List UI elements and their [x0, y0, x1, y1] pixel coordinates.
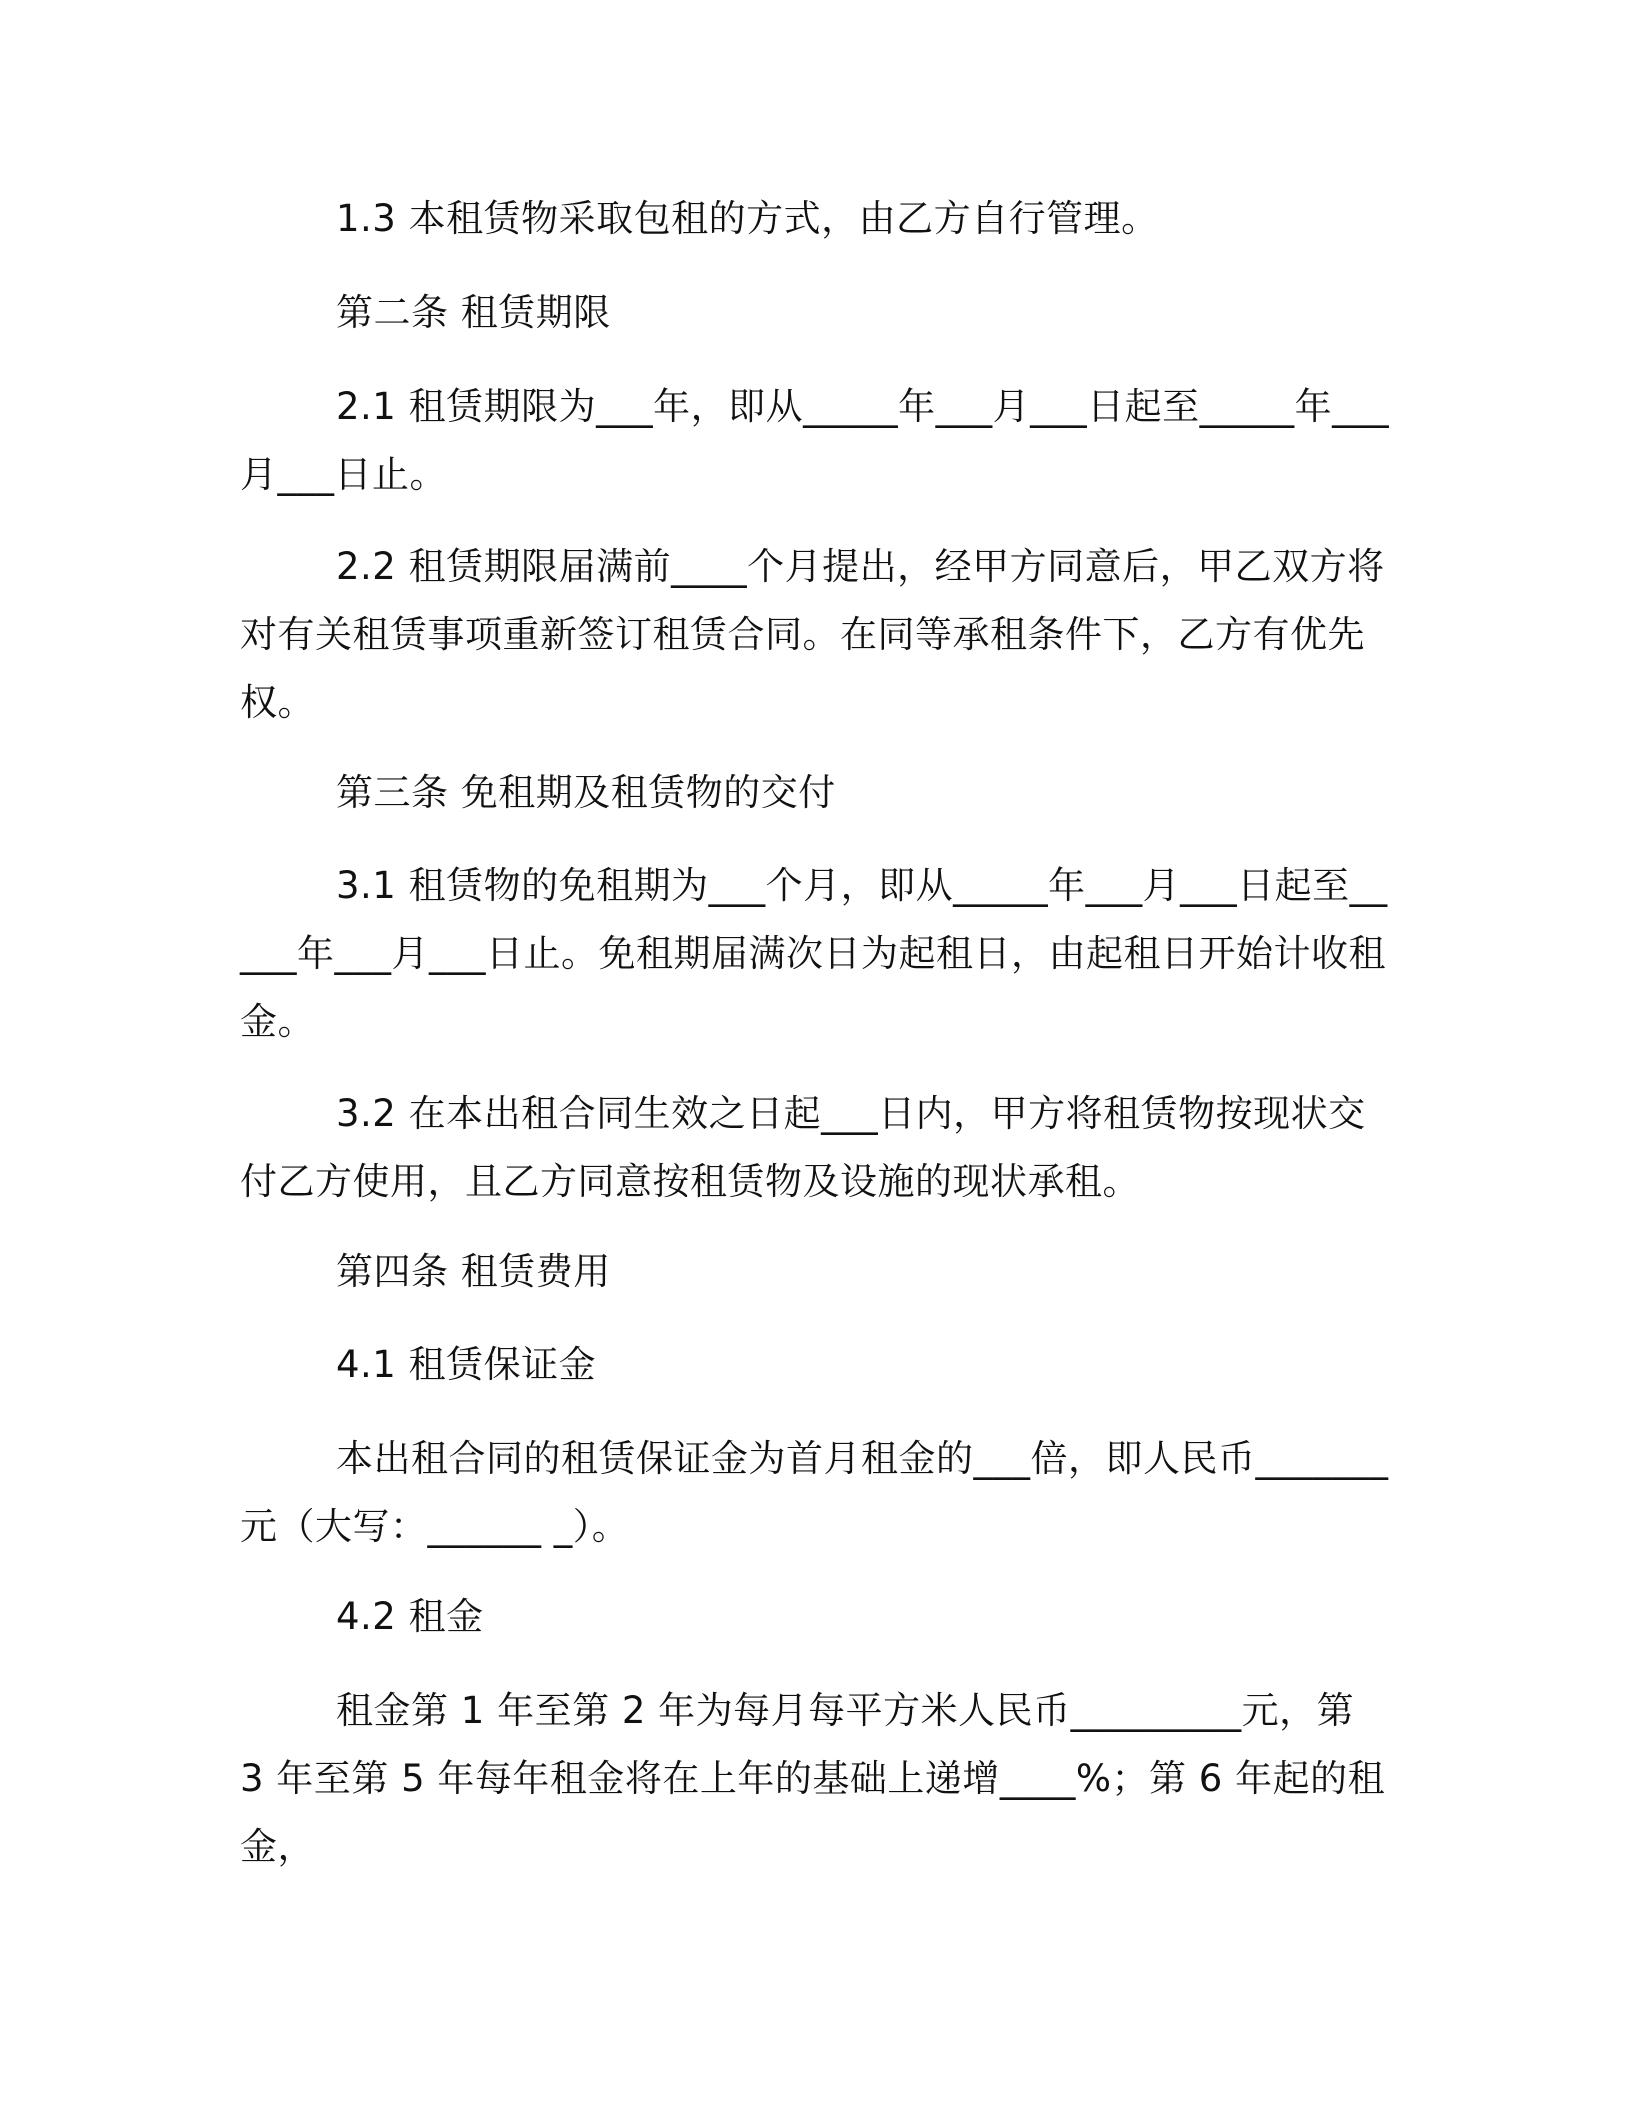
clause-1-3: 1.3 本租赁物采取包租的方式，由乙方自行管理。 — [336, 197, 1159, 240]
clause-4-2-heading: 4.2 租金 — [336, 1595, 484, 1638]
article-4-heading: 第四条 租赁费用 — [336, 1250, 611, 1293]
clause-2-1: 2.1 租赁期限为___年，即从_____年___月___日起至_____年___月___日止。 — [240, 385, 1390, 496]
clause-3-2: 3.2 在本出租合同生效之日起___日内，甲方将租赁物按现状交付乙方使用，且乙方同意按租赁物及设施的现状承租。 — [240, 1092, 1366, 1203]
article-2-heading: 第二条 租赁期限 — [336, 291, 611, 334]
article-3-heading: 第三条 免租期及租赁物的交付 — [336, 771, 836, 814]
rent-paragraph: 租金第 1 年至第 2 年为每月每平方米人民币_________元，第 3 年至第 5 年每年租金将在上年的基础上递增____%；第 6 年起的租金， — [240, 1689, 1386, 1868]
clause-4-1-heading: 4.1 租赁保证金 — [336, 1343, 597, 1386]
clause-3-1: 3.1 租赁物的免租期为___个月，即从_____年___月___日起至_____年___月___日止。免租期届满次日为起租日，由起租日开始计收租金。 — [240, 864, 1388, 1043]
clause-2-2: 2.2 租赁期限届满前____个月提出，经甲方同意后，甲乙双方将对有关租赁事项重新签订租赁合同。在同等承租条件下，乙方有优先权。 — [240, 545, 1385, 724]
deposit-paragraph: 本出租合同的租赁保证金为首月租金的___倍，即人民币_______元（大写：______ _）。 — [240, 1437, 1389, 1548]
